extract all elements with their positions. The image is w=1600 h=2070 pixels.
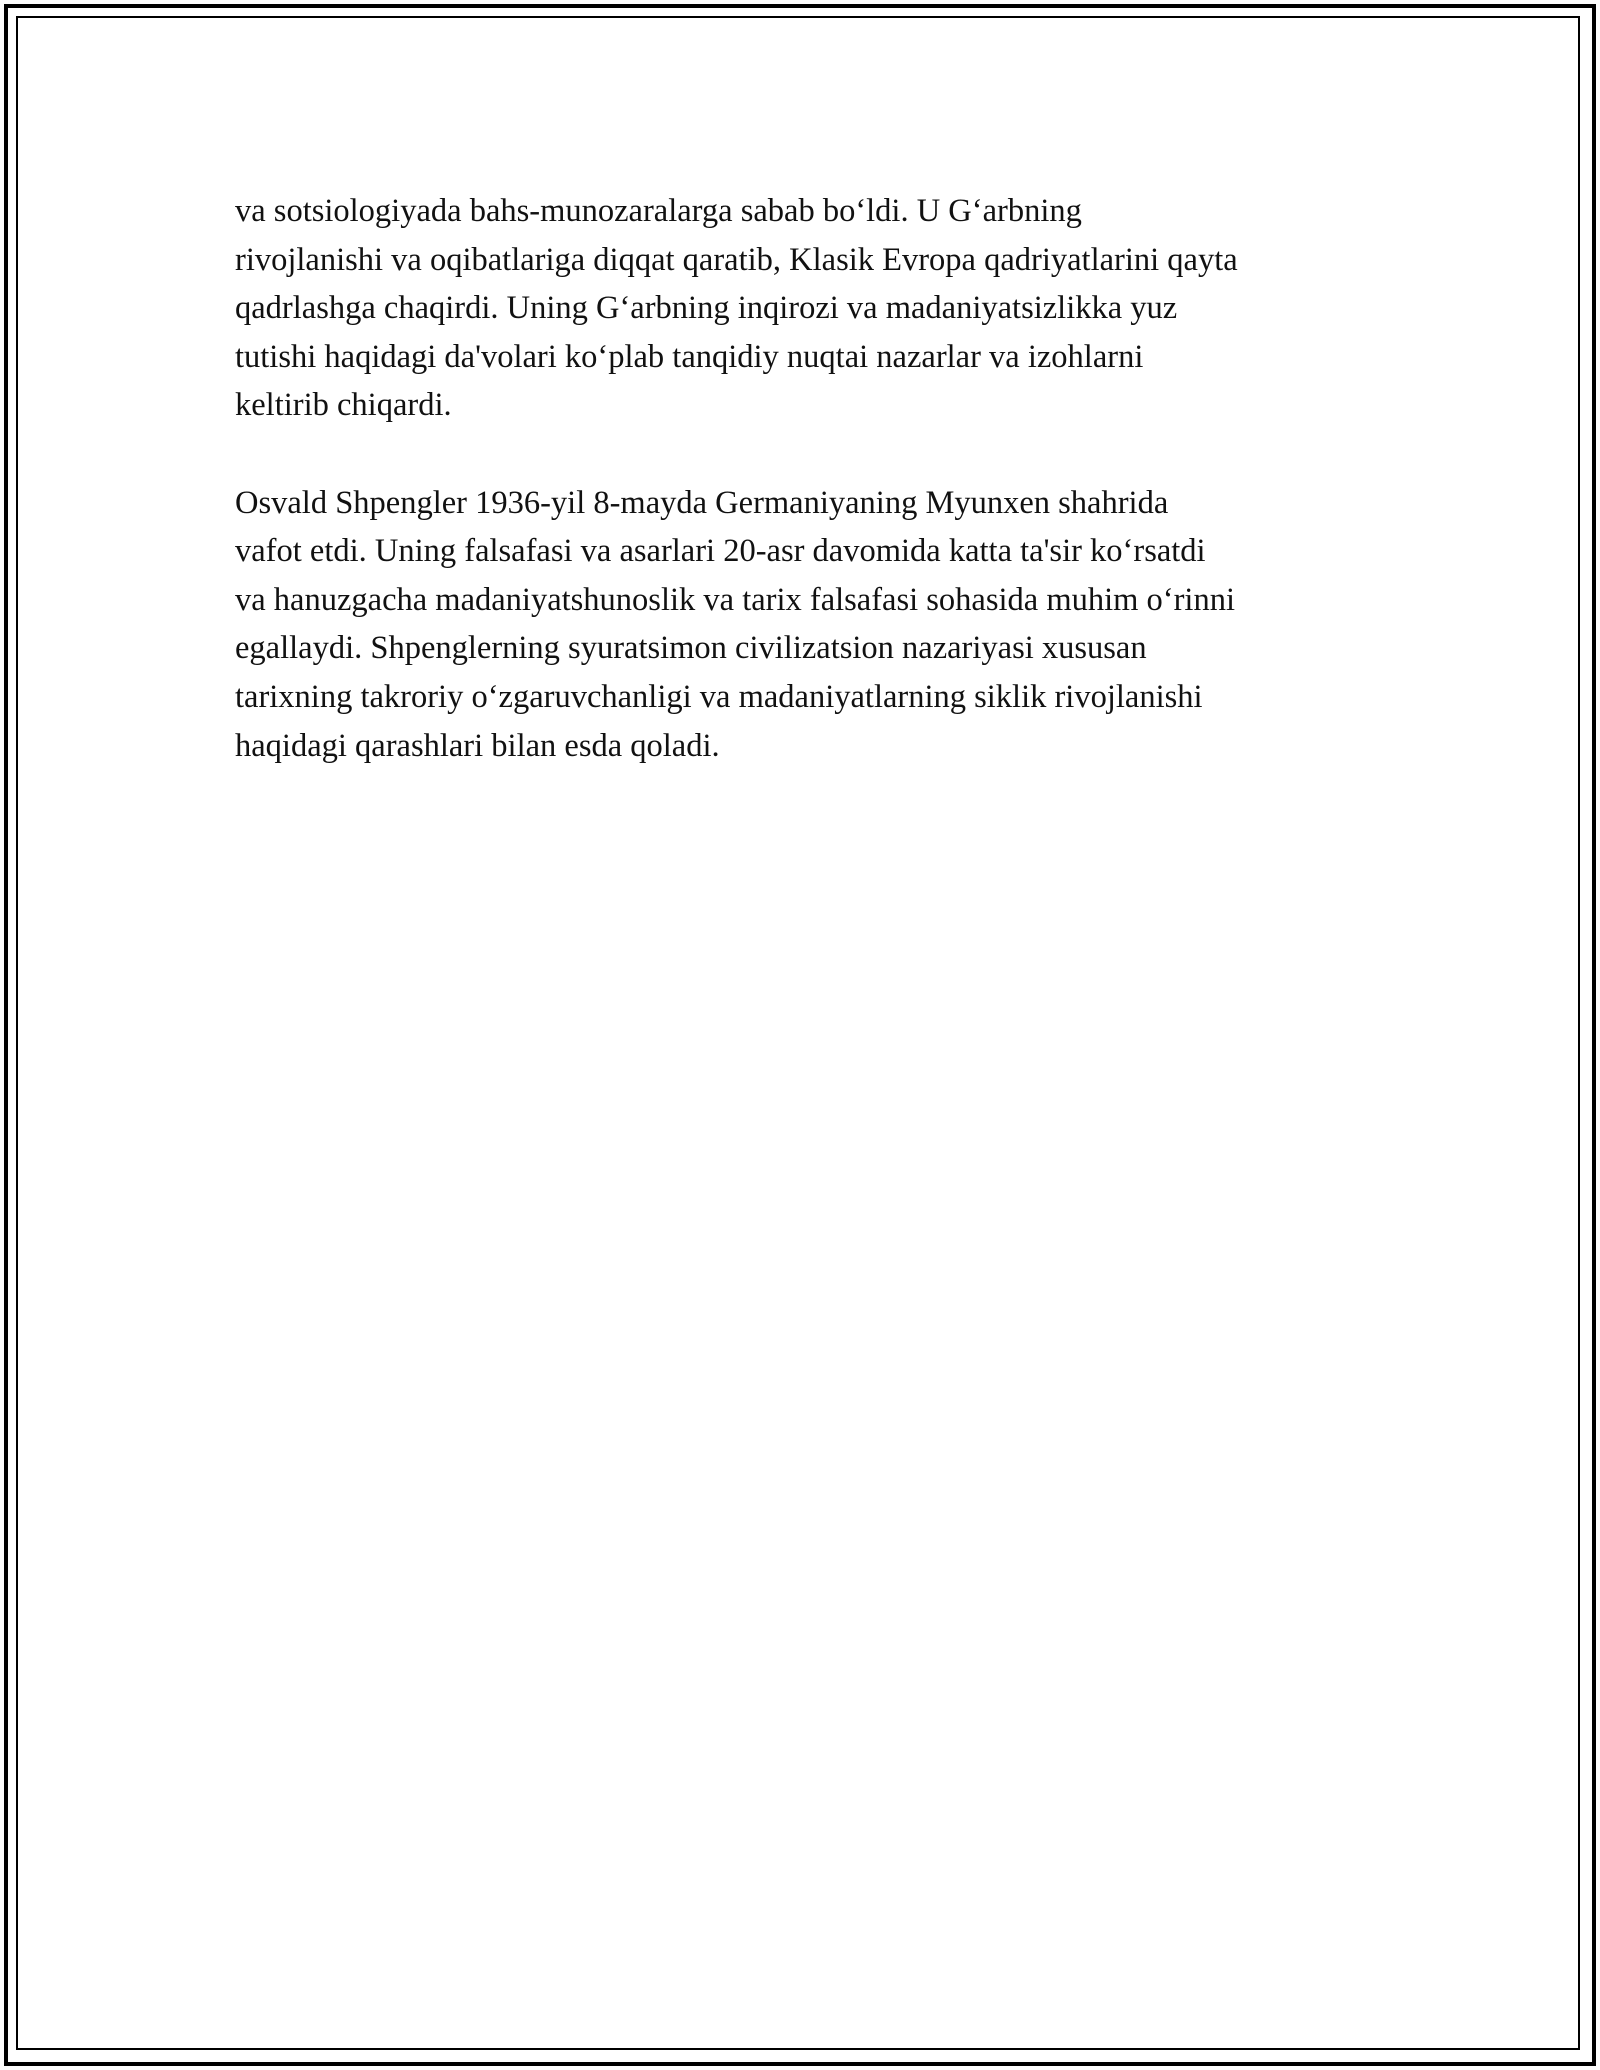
paragraph-1-line-5: keltirib chiqardi. — [235, 387, 452, 424]
paragraph-2-line-5: tarixning takroriy o‘zgaruvchanligi va madaniyatlarning siklik rivojlanishi — [235, 678, 1203, 715]
paragraph-2-line-6: haqidagi qarashlari bilan esda qoladi. — [235, 727, 720, 764]
document-body — [235, 187, 1375, 819]
paragraph-2-line-2: vafot etdi. Uning falsafasi va asarlari 20-asr davomida katta ta'sir ko‘rsatdi — [235, 533, 1206, 570]
paragraph-2-line-1: Osvald Shpengler 1936-yil 8-mayda Germaniyaning Myunxen shahrida — [235, 484, 1169, 521]
paragraph-1-line-3: qadrlashga chaqirdi. Uning G‘arbning inqirozi va madaniyatsizlikka yuz — [235, 290, 1178, 327]
paragraph-1-line-1: va sotsiologiyada bahs-munozaralarga sabab bo‘ldi. U G‘arbning — [235, 193, 1082, 229]
paragraph-1-line-2: rivojlanishi va oqibatlariga diqqat qaratib, Klasik Evropa qadriyatlarini qayta — [235, 241, 1238, 278]
paragraph-1-line-4: tutishi haqidagi da'volari ko‘plab tanqidiy nuqtai nazarlar va izohlarni — [235, 338, 1144, 375]
paragraph-2-line-4: egallaydi. Shpenglerning syuratsimon civilizatsion nazariyasi xususan — [235, 630, 1147, 667]
paragraph-1 — [235, 187, 1375, 430]
paragraph-2-line-3: va hanuzgacha madaniyatshunoslik va tarix falsafasi sohasida muhim o‘rinni — [235, 581, 1235, 618]
paragraph-2 — [235, 479, 1375, 771]
